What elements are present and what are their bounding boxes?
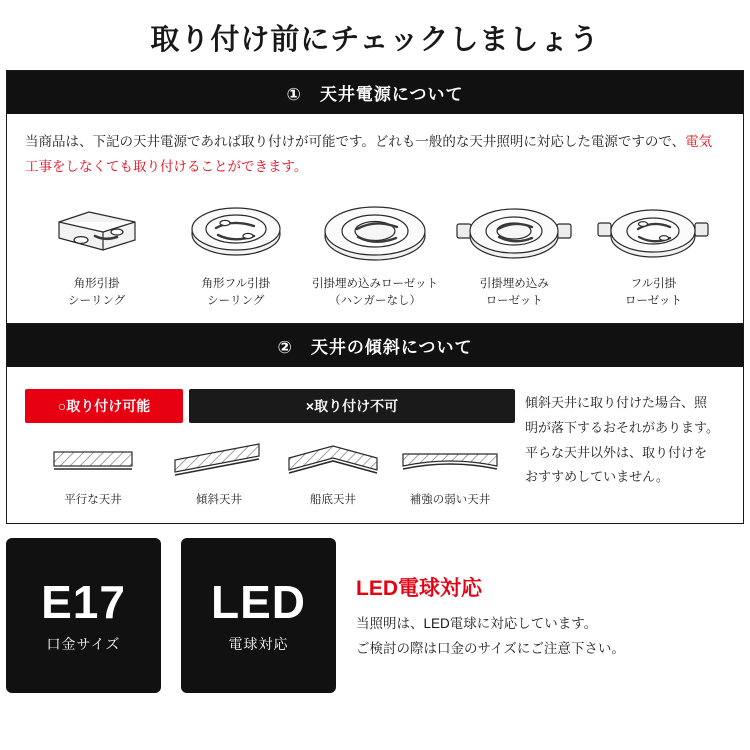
ceiling-item <box>167 435 271 507</box>
ceiling-caption: 船底天井 <box>310 494 356 507</box>
slope-content <box>25 383 725 513</box>
socket-caption-line1: 引掛埋め込みローゼット <box>311 277 439 290</box>
led-body <box>356 612 625 662</box>
slope-note-line2: 明が落下するおそれがあります。 <box>525 419 719 435</box>
status-badge-ok: ○取り付け可能 <box>25 389 183 423</box>
slope-left <box>25 389 515 507</box>
ceiling-caption: 補強の弱い天井 <box>409 494 491 507</box>
slope-badges <box>25 389 515 423</box>
slope-note <box>515 389 725 507</box>
socket-caption-line2: シーリング <box>67 294 126 307</box>
section1-lead-text: 当商品は、下記の天井電源であれば取り付けが可能です。どれも一般的な天井照明に対応した電源ですので、 <box>25 134 686 149</box>
flush-rosette-icon <box>445 194 584 272</box>
socket-caption <box>584 276 723 309</box>
socket-caption-line1: 角形フル引掛 <box>201 277 271 290</box>
socket-item <box>584 194 723 309</box>
section1-lead <box>25 130 725 180</box>
spec-block-base-size <box>6 538 161 693</box>
square-hook-ceiling-icon <box>27 194 166 272</box>
page-title: 取り付け前にチェックしましょう <box>150 24 600 56</box>
ceiling-list <box>25 435 515 507</box>
full-hook-rosette-icon <box>584 194 723 272</box>
ceiling-caption: 平行な天井 <box>64 494 122 507</box>
section1-lead-highlight: 電気工事をしなくても取り付けることができます。 <box>25 134 713 174</box>
slope-note-line1: 傾斜天井に取り付けた場合、照 <box>525 395 708 411</box>
socket-item <box>445 194 584 309</box>
spec-block-base-size-label: 口金サイズ <box>46 635 121 652</box>
socket-caption-line2: シーリング <box>207 294 265 307</box>
socket-caption <box>27 276 166 309</box>
status-badge-ng: ×取り付け不可 <box>189 389 515 423</box>
section1-heading: ① 天井電源について <box>7 71 743 114</box>
section-ceiling-power <box>6 70 744 324</box>
boat-bottom-ceiling-icon <box>281 435 385 487</box>
led-body-line2: ご検討の際は口金のサイズにご注意下さい。 <box>356 641 625 657</box>
socket-caption-line2: ローゼット <box>624 294 682 307</box>
flush-rosette-no-hanger-icon <box>305 194 444 272</box>
led-headline: LED電球対応 <box>356 577 482 601</box>
socket-caption-line1: フル引掛 <box>630 277 677 290</box>
socket-caption-line2: （ハンガーなし） <box>329 294 421 307</box>
socket-item <box>27 194 166 309</box>
socket-item <box>305 194 444 309</box>
section2-heading: ② 天井の傾斜について <box>7 324 743 367</box>
socket-caption-line1: 引掛埋め込み <box>479 277 549 290</box>
ceiling-item <box>395 435 505 507</box>
socket-caption <box>305 276 444 309</box>
weak-reinforcement-ceiling-icon <box>395 435 505 487</box>
socket-caption <box>445 276 584 309</box>
section2-body <box>7 367 743 523</box>
socket-caption-line2: ローゼット <box>485 294 543 307</box>
led-description <box>356 538 625 693</box>
section-ceiling-slope <box>6 324 744 524</box>
socket-caption-line1: 角形引掛 <box>73 277 120 290</box>
sloped-ceiling-icon <box>167 435 271 487</box>
ceiling-item <box>25 435 161 507</box>
square-full-hook-ceiling-icon <box>166 194 305 272</box>
slope-note-line3: 平らな天井以外は、取り付けを <box>525 444 708 460</box>
led-body-line1: 当照明は、LED電球に対応しています。 <box>356 616 598 632</box>
ceiling-caption: 傾斜天井 <box>196 494 242 507</box>
socket-caption <box>166 276 305 309</box>
flat-ceiling-icon <box>25 435 161 487</box>
socket-list <box>25 194 725 313</box>
ceiling-item <box>281 435 385 507</box>
spec-block-base-size-value: E17 <box>41 575 126 628</box>
bottom-spec-area <box>6 538 744 693</box>
spec-block-led-label: 電球対応 <box>228 635 289 652</box>
spec-block-led-value: LED <box>211 575 306 628</box>
section1-body <box>7 114 743 323</box>
spec-block-led <box>181 538 336 693</box>
slope-note-line4: おすすめしていません。 <box>525 469 669 485</box>
socket-item <box>166 194 305 309</box>
